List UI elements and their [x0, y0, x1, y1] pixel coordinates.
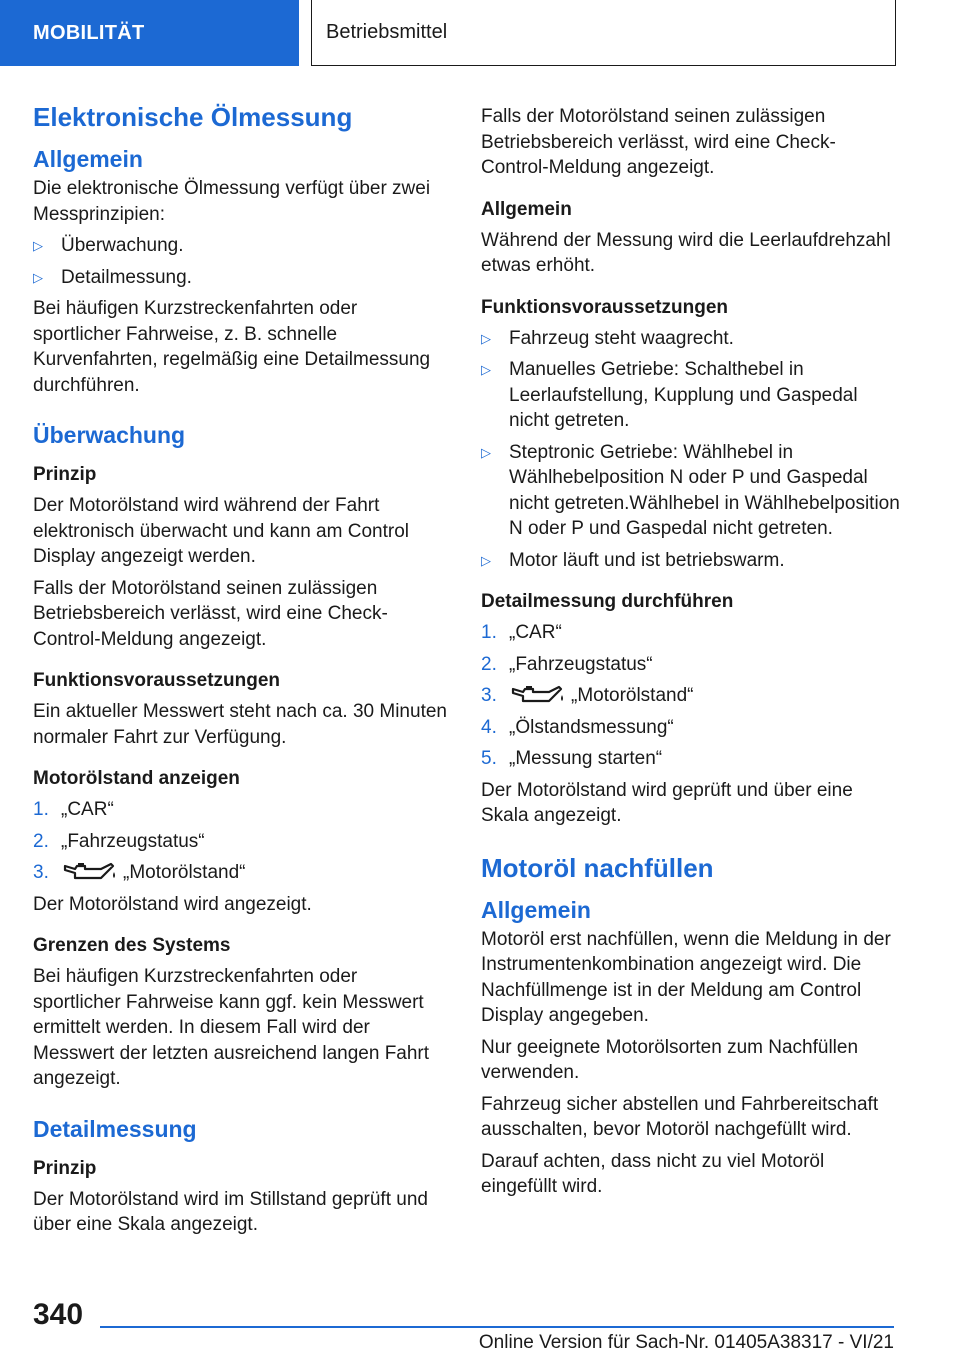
list-item: ▷ Manuelles Getriebe: Schalthebel in Leerlaufstellung, Kupplung und Gaspedal nicht getreten.: [481, 357, 901, 434]
list-item: 5. „Messung starten“: [481, 748, 663, 769]
paragraph: Der Motorölstand wird im Stillstand geprüft und über eine Skala angezeigt.: [33, 1188, 428, 1235]
paragraph: Der Motorölstand wird während der Fahrt elektronisch überwacht und kann am Control Display angezeigt werden.: [33, 495, 409, 567]
heading-allgemein: Allgemein: [481, 896, 591, 923]
paragraph: Nur geeignete Motorölsorten zum Nachfüllen verwenden.: [481, 1036, 859, 1083]
triangle-right-icon: ▷: [33, 269, 43, 285]
paragraph: Der Motorölstand wird angezeigt.: [33, 893, 312, 915]
list-item: 2. „Fahrzeugstatus“: [481, 653, 653, 675]
triangle-right-icon: ▷: [481, 444, 491, 460]
section-tab: MOBILITÄT: [0, 0, 299, 66]
paragraph: Falls der Motorölstand seinen zulässigen Betriebsbereich verlässt, wird eine Check-Control-Meldung angezeigt.: [33, 577, 388, 650]
triangle-right-icon: ▷: [33, 238, 43, 253]
paragraph: Fahrzeug sicher abstellen und Fahrbereitschaft ausschalten, bevor Motoröl nachgefüllt wird.: [481, 1093, 879, 1140]
subheading-grenzen: Grenzen des Systems: [33, 935, 231, 956]
list-item: 2. „Fahrzeugstatus“: [33, 830, 205, 852]
left-column: [33, 100, 448, 1244]
list-item: ▷ Überwachung.: [33, 233, 448, 259]
paragraph: Während der Messung wird die Leerlaufdrehzahl etwas erhöht.: [481, 229, 891, 276]
footer-version: Online Version für Sach-Nr. 01405A38317 - VI/21: [478, 1332, 894, 1353]
list-item: 1. „CAR“: [33, 799, 114, 820]
page-number: 340: [33, 1298, 84, 1331]
oil-can-icon: [61, 860, 117, 882]
subheading-anzeigen: Motorölstand anzeigen: [33, 768, 240, 789]
chapter-tab: Betriebsmittel: [311, 0, 896, 66]
list-item: ▷ Detailmessung.: [33, 265, 448, 291]
right-column: [481, 104, 901, 1206]
heading-allgemein: Allgemein: [33, 146, 143, 172]
step-list: [33, 797, 448, 886]
subheading-durchfuehren: Detailmessung durchführen: [481, 591, 734, 612]
paragraph: Bei häufigen Kurzstreckenfahrten oder sportlicher Fahrweise, z. B. schnelle Kurvenfahrten, regelmäßig eine Detailmessung durchführen.: [33, 298, 431, 396]
list-item: ▷ Motor läuft und ist betriebswarm.: [481, 548, 901, 574]
paragraph: Motoröl erst nachfüllen, wenn die Meldung in der Instrumentenkombination angezeigt wird. Die Nachfüllmenge ist in der Meldung am Control Display angegeben.: [481, 928, 891, 1026]
bullet-list: [481, 326, 901, 574]
list-item: 3. „Motorölstand“: [481, 685, 694, 706]
heading-ueberwachung: Überwachung: [33, 422, 186, 448]
paragraph: Die elektronische Ölmessung verfügt über zwei Messprinzipien:: [33, 178, 431, 225]
paragraph: Darauf achten, dass nicht zu viel Motoröl eingefüllt wird.: [481, 1150, 825, 1197]
section-title-nachfuellen: Motoröl nachfüllen: [481, 852, 714, 883]
footer-divider: [100, 1326, 894, 1328]
page-title: Elektronische Ölmessung: [33, 102, 353, 132]
triangle-right-icon: ▷: [481, 362, 491, 377]
list-item: ▷ Fahrzeug steht waagrecht.: [481, 326, 901, 352]
list-item: 4. „Ölstandsmessung“: [481, 716, 674, 738]
subheading-funktion: Funktionsvoraussetzungen: [481, 296, 729, 318]
paragraph: Falls der Motorölstand seinen zulässigen Betriebsbereich verlässt, wird eine Check-Control-Meldung angezeigt.: [481, 106, 836, 178]
subheading-prinzip: Prinzip: [33, 1157, 97, 1179]
oil-can-icon: [509, 683, 565, 705]
bullet-list: [33, 233, 448, 290]
paragraph: Ein aktueller Messwert steht nach ca. 30 Minuten normaler Fahrt zur Verfügung.: [33, 701, 447, 748]
step-list: [481, 620, 901, 772]
subheading-prinzip: Prinzip: [33, 464, 97, 485]
list-item: ▷ Steptronic Getriebe: Wählhebel in Wählhebelposition N oder P und Gaspedal nicht getreten.Wählhebel in Wählhebelposition N oder P und Gaspedal nicht getreten.: [481, 440, 901, 542]
subheading-funktion: Funktionsvoraussetzungen: [33, 670, 281, 691]
heading-detailmessung: Detailmessung: [33, 1115, 197, 1142]
list-item: 1. „CAR“: [481, 622, 562, 643]
list-item: 3. „Motorölstand“: [33, 862, 246, 883]
paragraph: Der Motorölstand wird geprüft und über eine Skala angezeigt.: [481, 779, 853, 826]
paragraph: Bei häufigen Kurzstreckenfahrten oder sportlicher Fahrweise kann ggf. kein Messwert ermittelt werden. In diesem Fall wird der Messwert der letzten ausreichend langen Fahrt angezeigt.: [33, 966, 430, 1089]
triangle-right-icon: ▷: [481, 552, 491, 568]
subheading-allgemein: Allgemein: [481, 198, 572, 220]
triangle-right-icon: ▷: [481, 330, 491, 346]
